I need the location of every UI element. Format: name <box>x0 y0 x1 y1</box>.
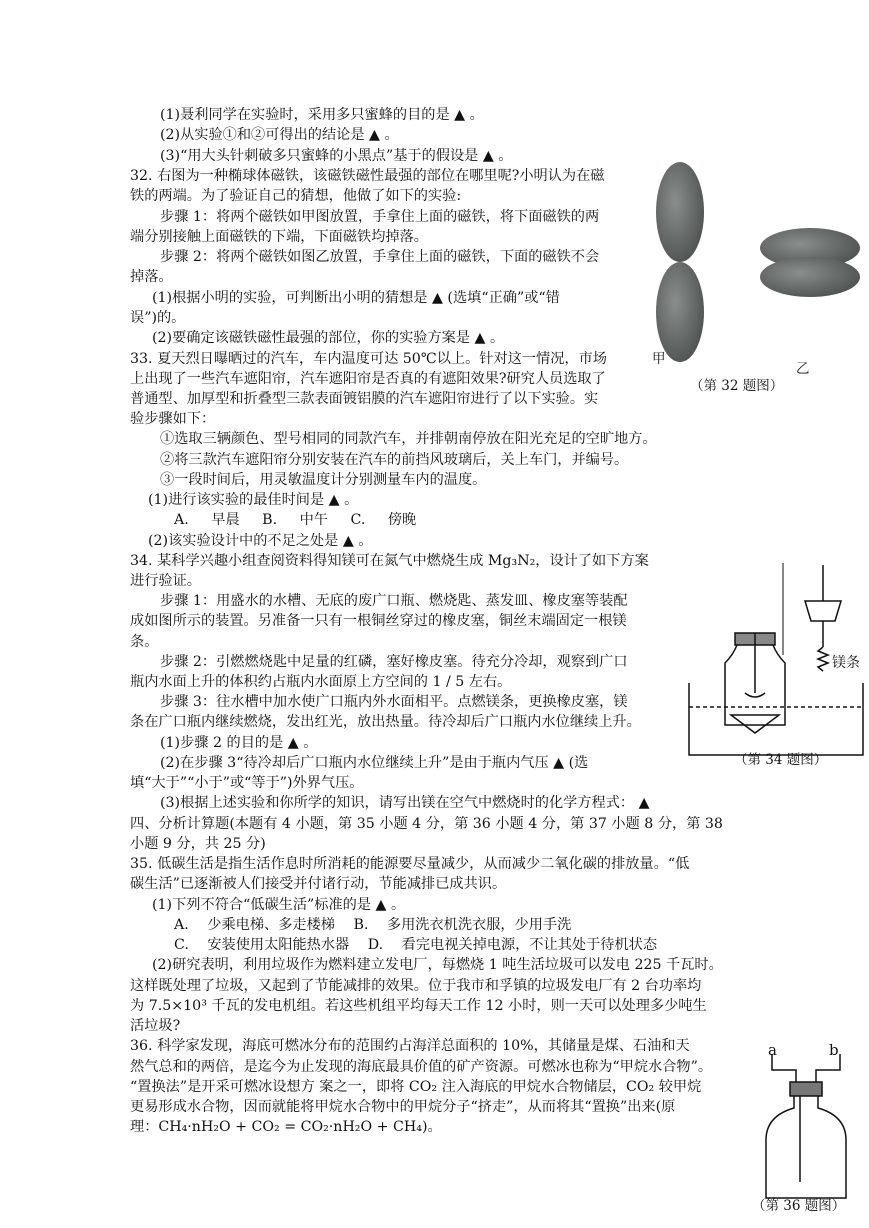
text-line: 小题 9 分，共 25 分) <box>130 836 266 852</box>
text-line: 条在广口瓶内继续燃烧，发出红光，放出热量。待冷却后广口瓶内水位继续上升。 <box>130 714 641 730</box>
text-line: 误”)的。 <box>130 310 186 326</box>
text-line: (1)根据小明的实验，可判断出小明的猜想是 ▲ (选填“正确”或“错 <box>152 290 560 306</box>
text-line: (1)步骤 2 的目的是 ▲ 。 <box>160 735 318 751</box>
text-line: (3)“用大头针刺破多只蜜蜂的小黑点”基于的假设是 ▲ 。 <box>160 148 513 164</box>
text-line: 瓶内水面上升的体积约占瓶内水面原上方空间的 1 / 5 左右。 <box>130 674 512 690</box>
label-yi: 乙 <box>796 361 810 377</box>
magnets-illustration <box>650 162 860 402</box>
figure-36 <box>756 1042 856 1202</box>
text-line: 进行验证。 <box>130 573 201 589</box>
label-mg-ribbon: 镁条 <box>832 655 860 671</box>
text-line: 更易形成水合物，因而就能将甲烷水合物中的甲烷分子“挤走”，从而将其“置换”出来(原 <box>130 1099 676 1115</box>
text-line: “置换法”是开采可燃冰设想方 案之一，即将 CO₂ 注入海底的甲烷水合物储层，CO₂ 较甲烷 <box>130 1079 702 1095</box>
label-jia: 甲 <box>652 351 666 367</box>
text-line: (2)在步骤 3“待冷却后广口瓶内水位继续上升”是由于瓶内气压 ▲ (选 <box>160 755 589 771</box>
text-line: (1)进行该实验的最佳时间是 ▲ 。 <box>148 492 359 508</box>
question-33: 33. 夏天烈日曝晒过的汽车，车内温度可达 50℃以上。针对这一情况，市场 <box>130 351 607 367</box>
text-line: (3)根据上述实验和你所学的知识，请写出镁在空气中燃烧时的化学方程式： ▲ <box>160 795 650 811</box>
question-34: 34. 某科学兴趣小组查阅资料得知镁可在氮气中燃烧生成 Mg₃N₂，设计了如下方案 <box>130 553 649 569</box>
text-line: 理：CH₄·nH₂O + CO₂ = CO₂·nH₂O + CH₄)。 <box>130 1119 442 1135</box>
caption-34: （第 34 题图） <box>734 752 828 768</box>
caption-36: （第 36 题图） <box>752 1198 846 1214</box>
caption-32: （第 32 题图） <box>690 378 784 394</box>
text-line: 端分别接触上面磁铁的下端，下面磁铁均掉落。 <box>130 229 428 245</box>
label-a: a <box>768 1041 777 1059</box>
text-line: (2)该实验设计中的不足之处是 ▲ 。 <box>148 533 373 549</box>
text-line: ③一段时间后，用灵敏温度计分别测量车内的温度。 <box>160 472 487 488</box>
text-line: 验步骤如下： <box>130 411 216 427</box>
text-line: (1)聂利同学在实验时，采用多只蜜蜂的目的是 ▲ 。 <box>160 107 484 123</box>
text-line: ②将三款汽车遮阳帘分别安装在汽车的前挡风玻璃后，关上车门，并编号。 <box>160 452 629 468</box>
section-heading: 四、分析计算题(本题有 4 小题，第 35 小题 4 分，第 36 小题 4 分，第 37 小题 8 分，第 38 <box>130 816 723 832</box>
option-line: C. 安装使用太阳能热水器 D. 看完电视关掉电源，不让其处于待机状态 <box>174 937 658 953</box>
text-line: (2)研究表明，利用垃圾作为燃料建立发电厂，每燃烧 1 吨生活垃圾可以发电 225 千瓦时。 <box>152 957 723 973</box>
text-line: 步骤 1：将两个磁铁如甲图放置，手拿住上面的磁铁，将下面磁铁的两 <box>160 209 600 225</box>
text-line: 活垃圾? <box>130 1018 181 1034</box>
text-line: 掉落。 <box>130 269 173 285</box>
text-line: (2)从实验①和②可得出的结论是 ▲ 。 <box>160 127 399 143</box>
text-line: 步骤 2：引燃燃烧匙中足量的红磷，塞好橡皮塞。待充分冷却，观察到广口 <box>160 654 628 670</box>
magnet-jia-top <box>656 162 704 262</box>
text-line: 填“大于”“小于”或“等于”)外界气压。 <box>130 775 364 791</box>
option-line: A. 少乘电梯、多走楼梯 B. 多用洗衣机洗衣服，少用手洗 <box>174 917 572 933</box>
magnet-yi-bottom <box>760 257 860 297</box>
question-35: 35. 低碳生活是指生活作息时所消耗的能源要尽量减少，从而减少二氧化碳的排放量。“低 <box>130 856 690 872</box>
gas-bottle-diagram <box>756 1042 856 1202</box>
text-line: 碳生活”已逐渐被人们接受并付诸行动，节能减排已成共识。 <box>130 876 507 892</box>
label-b: b <box>829 1041 839 1059</box>
text-line: 铁的两端。为了验证自己的猜想，他做了如下的实验: <box>130 188 462 204</box>
question-36: 36. 科学家发现，海底可燃冰分布的范围约占海洋总面积的 10%，其储量是煤、石油和天 <box>130 1038 690 1054</box>
text-line: 步骤 3：往水槽中加水使广口瓶内外水面相平。点燃镁条，更换橡皮塞，镁 <box>160 694 628 710</box>
text-line: 为 7.5×10³ 千瓦的发电机组。若这些机组平均每天工作 12 小时，则一天可以处理多少吨生 <box>130 998 707 1014</box>
text-line: 条。 <box>130 634 159 650</box>
text-line: 普通型、加厚型和折叠型三款表面镀铝膜的汽车遮阳帘进行了以下实验。实 <box>130 391 599 407</box>
text-line: 然气总和的两倍，是迄今为止发现的海底最具价值的矿产资源。可燃冰也称为“甲烷水合物”。 <box>130 1059 713 1075</box>
text-line: (1)下列不符合“低碳生活”标准的是 ▲ 。 <box>152 897 406 913</box>
question-32: 32. 右图为一种椭球体磁铁，该磁铁磁性最强的部位在哪里呢?小明认为在磁 <box>130 168 605 184</box>
options-33: A. 早晨 B. 中午 C. 傍晚 <box>174 512 417 528</box>
text-line: 步骤 1：用盛水的水槽、无底的废广口瓶、燃烧匙、蒸发皿、橡皮塞等装配 <box>160 593 628 609</box>
text-line: 上出现了一些汽车遮阳帘，汽车遮阳帘是否真的有遮阳效果?研究人员选取了 <box>130 371 606 387</box>
text-line: 成如图所示的装置。另准备一只有一根铜丝穿过的橡皮塞，铜丝末端固定一根镁 <box>130 613 627 629</box>
text-line: (2)要确定该磁铁磁性最强的部位，你的实验方案是 ▲ 。 <box>152 330 505 346</box>
text-line: 这样既处理了垃圾，又起到了节能减排的效果。位于我市和孚镇的垃圾发电厂有 2 台功率均 <box>130 978 702 994</box>
text-line: 步骤 2：将两个磁铁如图乙放置，手拿住上面的磁铁，下面的磁铁不会 <box>160 249 600 265</box>
figure-32 <box>650 162 860 402</box>
text-line: ①选取三辆颜色、型号相同的同款汽车，并排朝南停放在阳光充足的空旷地方。 <box>160 431 657 447</box>
